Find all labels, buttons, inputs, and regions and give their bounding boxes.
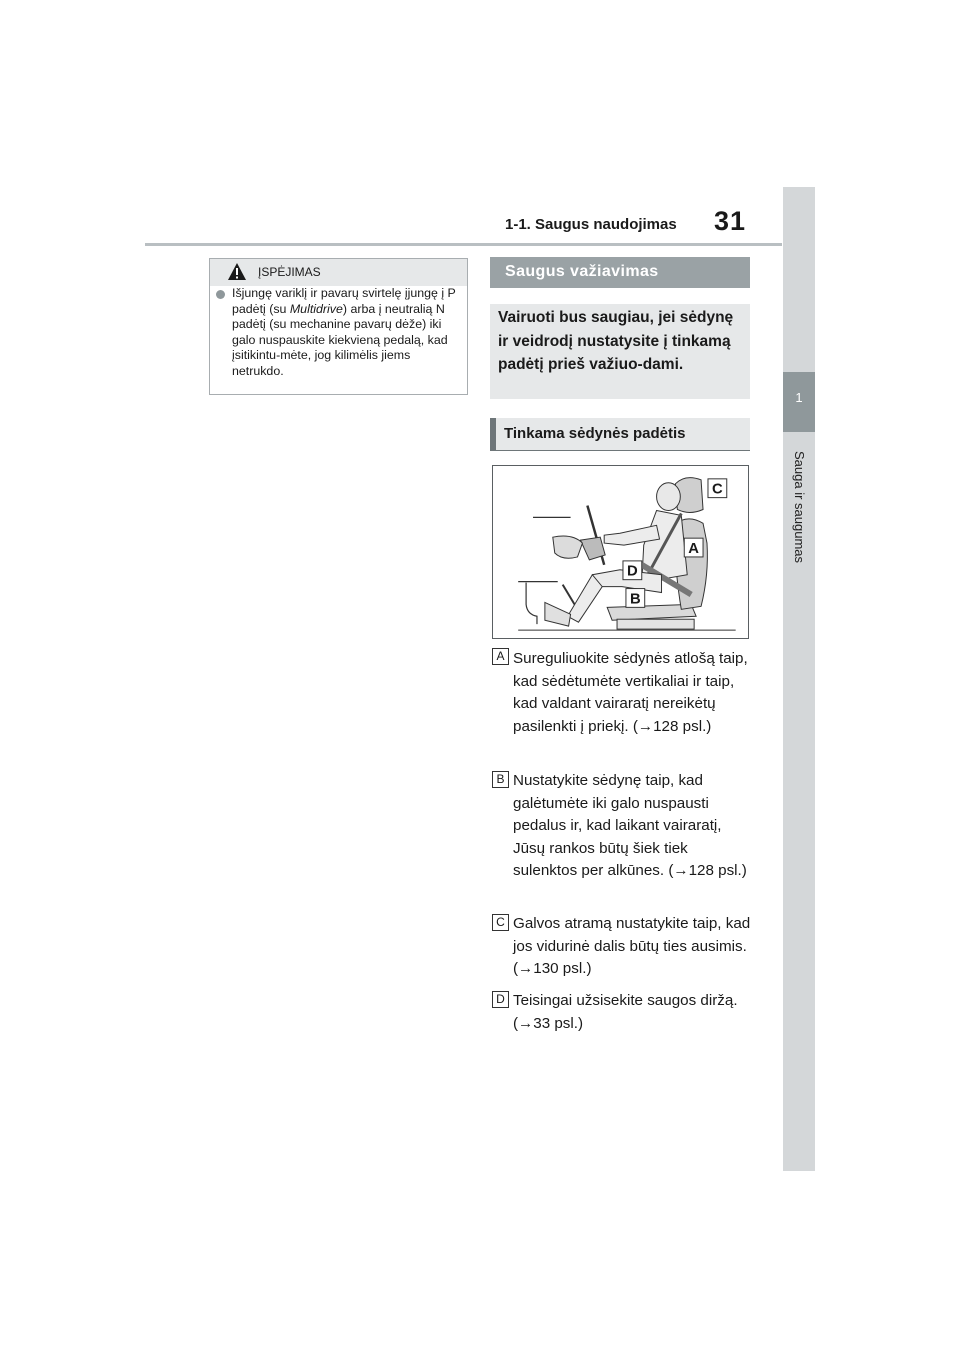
subheading: Tinkama sėdynės padėtis	[504, 425, 686, 442]
callout-c	[708, 479, 727, 498]
callout-label-b: B	[629, 591, 641, 608]
warning-triangle-icon	[228, 263, 246, 280]
warning-header	[210, 259, 467, 286]
page-number: 31	[714, 206, 747, 236]
warning-text-italic: Multidrive	[289, 301, 343, 316]
section-title: 1-1. Saugus naudojimas	[505, 216, 677, 233]
subheading-accent	[490, 418, 496, 451]
item-marker-a: A	[492, 648, 509, 665]
section-heading: Saugus važiavimas	[505, 263, 659, 280]
chapter-number: 1	[795, 390, 803, 405]
warning-text-part: Išjungę variklį ir pavarų svirtelę įjungę į P padėtį (su	[232, 286, 456, 316]
side-tab-strip	[783, 187, 815, 1171]
warning-text-part: ) arba į neutralią N padėtį (su mechanine pavarų dėže) iki galo nuspauskite kiekvieną pedalą, kad įsitikintu-mėte, jog kilimėlis jiems netrukdo.	[232, 301, 448, 378]
warning-text	[232, 286, 464, 379]
item-marker-b: B	[492, 771, 509, 788]
callout-label-d: D	[627, 563, 638, 580]
callout-d	[623, 561, 642, 580]
item-marker-d: D	[492, 991, 509, 1008]
lead-text: Vairuoti bus saugiau, jei sėdynę ir veidrodį nustatysite į tinkamą padėtį prieš važiuo-dami.	[498, 309, 734, 374]
callout-label-a: A	[688, 540, 700, 557]
item-text-b: Nustatykite sėdynę taip, kad galėtumėte iki galo nuspausti pedalus ir, kad laikant vairaratį, Jūsų rankos būtų šiek tiek sulenktos per alkūnes. (→128 psl.)	[513, 772, 747, 880]
item-text-c: Galvos atramą nustatykite taip, kad jos vidurinė dalis būtų ties ausimis. (→130 psl.)	[513, 915, 751, 978]
bullet-icon	[216, 290, 225, 299]
item-text-a: Sureguliuokite sėdynės atlošą taip, kad sėdėtumėte vertikaliai ir taip, kad valdant vairaratį nereikėtų pasilenkti į priekį. (→128 psl.)	[513, 650, 748, 735]
callout-a	[684, 538, 703, 557]
callout-label-c: C	[712, 481, 723, 498]
header-rule	[145, 243, 782, 246]
chapter-title: Sauga ir saugumas	[792, 451, 807, 564]
seat-position-illustration	[492, 465, 749, 639]
callout-b	[626, 589, 645, 608]
item-text-d: Teisingai užsisekite saugos diržą. (→33 psl.)	[513, 992, 738, 1032]
item-marker-c: C	[492, 914, 509, 931]
warning-title: ĮSPĖJIMAS	[258, 265, 321, 279]
